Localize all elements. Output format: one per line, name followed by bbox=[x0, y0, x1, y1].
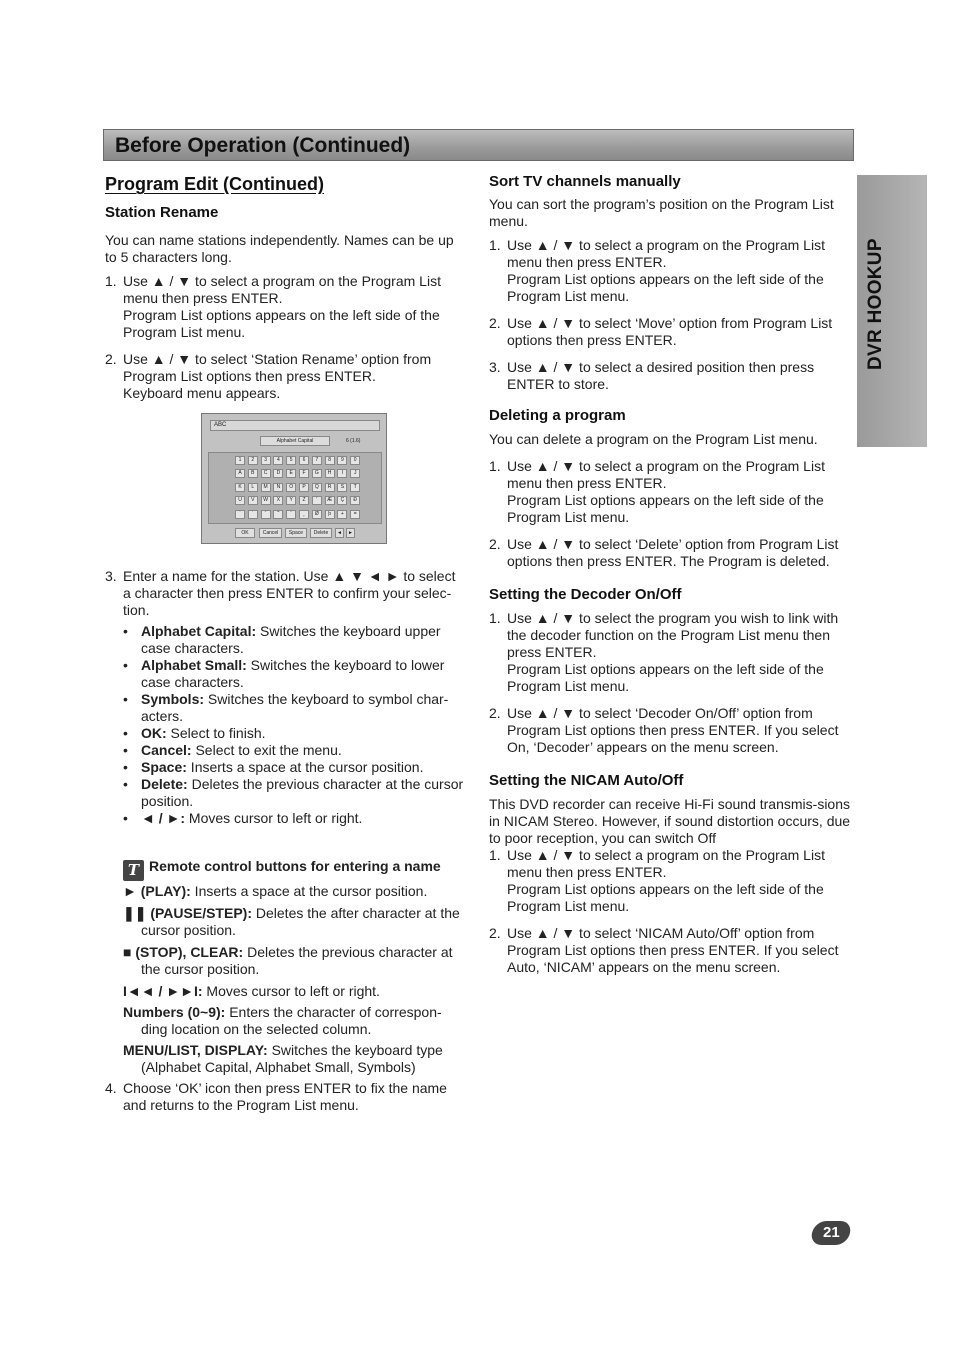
keyboard-grid bbox=[208, 452, 382, 524]
step-text: Use ▲ / ▼ to select ‘NICAM Auto/Off’ option from Program List options then press ENTER. If you select Auto, ‘NICAM’ appears on the menu screen. bbox=[507, 925, 839, 975]
keyboard-button[interactable]: Delete bbox=[310, 528, 332, 538]
step-text: Use ▲ / ▼ to select a program on the Program List menu then press ENTER. bbox=[507, 847, 825, 880]
step-number: 2. bbox=[489, 315, 501, 331]
keyboard-key[interactable]: U bbox=[235, 496, 245, 505]
keyboard-key[interactable]: W bbox=[261, 496, 271, 505]
page-title: Before Operation (Continued) bbox=[115, 134, 411, 157]
step-text: Program List options appears on the left side of the Program List menu. bbox=[507, 661, 824, 694]
option-label: ◄ / ►: bbox=[141, 810, 186, 826]
step-text: Use ▲ / ▼ to select a desired position then press ENTER to store. bbox=[507, 359, 815, 392]
note-icon: T bbox=[123, 860, 144, 881]
step-text: Choose ‘OK’ icon then press ENTER to fix the name and returns to the Program List menu. bbox=[123, 1080, 447, 1113]
option-label: Delete: bbox=[141, 776, 188, 792]
step-item bbox=[489, 610, 851, 695]
keyboard-key[interactable]: O bbox=[286, 483, 296, 492]
keyboard-key[interactable]: H bbox=[325, 469, 335, 478]
keyboard-key[interactable]: N bbox=[273, 483, 283, 492]
option-text: Switches the keyboard upper case characters. bbox=[141, 623, 441, 656]
keyboard-button[interactable]: ◄ bbox=[335, 528, 344, 538]
step-number: 1. bbox=[105, 273, 117, 289]
option-list bbox=[105, 623, 467, 827]
keyboard-key[interactable]: 9 bbox=[337, 456, 347, 465]
keyboard-key[interactable]: Ø bbox=[312, 510, 322, 519]
keyboard-key[interactable]: D bbox=[273, 469, 283, 478]
keyboard-button[interactable]: OK bbox=[235, 528, 255, 538]
keyboard-key[interactable]: L bbox=[248, 483, 258, 492]
keyboard-key[interactable]: X bbox=[273, 496, 283, 505]
step-text: Program List options appears on the left side of the Program List menu. bbox=[123, 307, 440, 340]
option-text: Deletes the previous character at the cursor position. bbox=[141, 776, 464, 809]
keyboard-key[interactable]: ˆ bbox=[261, 510, 271, 519]
keyboard-key[interactable]: J bbox=[350, 469, 360, 478]
step-text: Keyboard menu appears. bbox=[123, 385, 281, 401]
note-list bbox=[123, 883, 467, 1076]
keyboard-key[interactable]: ¨ bbox=[286, 510, 296, 519]
note-item bbox=[123, 983, 467, 1000]
sort-heading: Sort TV channels manually bbox=[489, 173, 681, 190]
step-item bbox=[489, 237, 851, 305]
option-text: Switches the keyboard to symbol char-acters. bbox=[141, 691, 449, 724]
step-number: 1. bbox=[489, 237, 501, 253]
keyboard-key[interactable]: I bbox=[337, 469, 347, 478]
step-text: Use ▲ / ▼ to select a program on the Program List menu then press ENTER. bbox=[507, 237, 825, 270]
keyboard-key[interactable]: ¸ bbox=[299, 510, 309, 519]
option-label: Alphabet Small: bbox=[141, 657, 247, 673]
step-number: 2. bbox=[489, 705, 501, 721]
option-text: Switches the keyboard to lower case characters. bbox=[141, 657, 445, 690]
station-rename-heading: Station Rename bbox=[105, 204, 219, 221]
keyboard-key[interactable]: T bbox=[350, 483, 360, 492]
right-column bbox=[489, 173, 851, 976]
step-text: Program List options appears on the left side of the Program List menu. bbox=[507, 271, 824, 304]
step-item bbox=[489, 458, 851, 526]
step-number: 3. bbox=[489, 359, 501, 375]
step-number: 2. bbox=[489, 925, 501, 941]
keyboard-key[interactable]: 4 bbox=[273, 456, 283, 465]
step-1 bbox=[105, 273, 467, 341]
page-number bbox=[809, 1221, 852, 1245]
note-heading: Remote control buttons for entering a name bbox=[149, 858, 441, 874]
step-text: Use ▲ / ▼ to select ‘Delete’ option from Program List options then press ENTER. The Program is deleted. bbox=[507, 536, 839, 569]
step-number: 2. bbox=[489, 536, 501, 552]
step-text: Use ▲ / ▼ to select the program you wish to link with the decoder function on the Program List menu then press ENTER. bbox=[507, 610, 839, 660]
keyboard-key[interactable]: 6 bbox=[299, 456, 309, 465]
keyboard-key[interactable]: 0 bbox=[350, 456, 360, 465]
sort-intro: You can sort the program’s position on the Program List menu. bbox=[489, 196, 834, 229]
decoder-heading: Setting the Decoder On/Off bbox=[489, 586, 682, 603]
keyboard-key[interactable]: Ç bbox=[337, 496, 347, 505]
page-number-text: 21 bbox=[822, 1224, 840, 1241]
note-item bbox=[123, 883, 467, 900]
keyboard-key[interactable]: A bbox=[235, 469, 245, 478]
keyboard-button[interactable]: ► bbox=[346, 528, 355, 538]
note-label: ► (PLAY): bbox=[123, 883, 191, 899]
option-item bbox=[105, 623, 467, 657]
note-text: Deletes the after character at the cursor position. bbox=[141, 905, 460, 938]
keyboard-key[interactable]: + bbox=[337, 510, 347, 519]
step-4 bbox=[105, 1080, 467, 1114]
keyboard-key[interactable]: K bbox=[235, 483, 245, 492]
step-number: 4. bbox=[105, 1080, 117, 1096]
step-item bbox=[489, 315, 851, 349]
keyboard-key[interactable]: R bbox=[325, 483, 335, 492]
option-label: Space: bbox=[141, 759, 187, 775]
keyboard-button[interactable]: Space bbox=[285, 528, 307, 538]
delete-intro: You can delete a program on the Program List menu. bbox=[489, 431, 818, 447]
remote-note bbox=[105, 858, 467, 1076]
step-number: 3. bbox=[105, 568, 117, 584]
step-text: Use ▲ / ▼ to select ‘Decoder On/Off’ option from Program List options then press ENTER. If you select On, ‘Decoder’ appears on the menu screen. bbox=[507, 705, 839, 755]
option-item bbox=[105, 657, 467, 691]
step-item bbox=[489, 536, 851, 570]
step-text: Program List options appears on the left side of the Program List menu. bbox=[507, 881, 824, 914]
keyboard-type-label: Alphabet Capital bbox=[276, 438, 314, 444]
note-item bbox=[123, 944, 467, 978]
note-label: Numbers (0~9): bbox=[123, 1004, 226, 1020]
keyboard-key[interactable]: Ð bbox=[350, 496, 360, 505]
left-column bbox=[105, 173, 467, 1114]
option-label: OK: bbox=[141, 725, 167, 741]
keyboard-key[interactable]: 3 bbox=[261, 456, 271, 465]
note-text: Enters the character of correspon-ding location on the selected column. bbox=[141, 1004, 442, 1037]
keyboard-menu bbox=[201, 413, 387, 544]
option-text: Select to exit the menu. bbox=[191, 742, 342, 758]
keyboard-count: 6 (1.6) bbox=[346, 438, 361, 444]
step-item bbox=[489, 847, 851, 915]
note-label: MENU/LIST, DISPLAY: bbox=[123, 1042, 268, 1058]
option-text: Moves cursor to left or right. bbox=[185, 810, 363, 826]
note-label: ❚❚ (PAUSE/STEP): bbox=[123, 905, 252, 921]
step-item bbox=[489, 705, 851, 756]
keyboard-key[interactable]: ˜ bbox=[273, 510, 283, 519]
step-text: Program List options appears on the left side of the Program List menu. bbox=[507, 492, 824, 525]
note-label: I◄◄ / ►►I: bbox=[123, 983, 203, 999]
note-text: Deletes the previous character at the cursor position. bbox=[141, 944, 453, 977]
keyboard-key[interactable]: V bbox=[248, 496, 258, 505]
keyboard-input-field[interactable]: ABC bbox=[210, 420, 380, 431]
keyboard-key[interactable]: = bbox=[350, 510, 360, 519]
option-label: Symbols: bbox=[141, 691, 205, 707]
option-item bbox=[105, 810, 467, 827]
keyboard-key[interactable]: 7 bbox=[312, 456, 322, 465]
keyboard-key[interactable]: B bbox=[248, 469, 258, 478]
keyboard-key[interactable]: Q bbox=[312, 483, 322, 492]
note-text: Switches the keyboard type (Alphabet Capital, Alphabet Small, Symbols) bbox=[141, 1042, 443, 1075]
keyboard-key[interactable]: P bbox=[299, 483, 309, 492]
note-item bbox=[123, 905, 467, 939]
step-number: 1. bbox=[489, 610, 501, 626]
step-text: Enter a name for the station. Use ▲ ▼ ◄ ► to select a character then press ENTER to confirm your selec-tion. bbox=[123, 568, 456, 618]
section-title: Program Edit (Continued) bbox=[105, 174, 324, 194]
option-label: Cancel: bbox=[141, 742, 192, 758]
keyboard-key[interactable]: C bbox=[261, 469, 271, 478]
note-text: Moves cursor to left or right. bbox=[202, 983, 380, 999]
nicam-intro: This DVD recorder can receive Hi-Fi sound transmis-sions in NICAM Stereo. However, if sound distortion occurs, due to poor reception, you can switch Off bbox=[489, 796, 851, 846]
option-item bbox=[105, 759, 467, 776]
keyboard-key[interactable]: þ bbox=[325, 510, 335, 519]
step-number: 2. bbox=[105, 351, 117, 367]
step-text: Use ▲ / ▼ to select ‘Move’ option from Program List options then press ENTER. bbox=[507, 315, 833, 348]
station-rename-intro: You can name stations independently. Names can be up to 5 characters long. bbox=[105, 232, 454, 265]
note-label: ■ (STOP), CLEAR: bbox=[123, 944, 244, 960]
keyboard-key[interactable]: 5 bbox=[286, 456, 296, 465]
option-item bbox=[105, 691, 467, 725]
keyboard-key[interactable]: Z bbox=[299, 496, 309, 505]
step-3 bbox=[105, 568, 467, 619]
note-text: Inserts a space at the cursor position. bbox=[190, 883, 428, 899]
header-bar bbox=[103, 129, 854, 161]
keyboard-key[interactable]: G bbox=[312, 469, 322, 478]
keyboard-key[interactable]: E bbox=[286, 469, 296, 478]
step-text: Use ▲ / ▼ to select a program on the Program List menu then press ENTER. bbox=[123, 273, 441, 306]
keyboard-key[interactable]: 2 bbox=[248, 456, 258, 465]
keyboard-button[interactable]: Cancel bbox=[259, 528, 282, 538]
option-text: Inserts a space at the cursor position. bbox=[186, 759, 424, 775]
side-tab bbox=[857, 175, 927, 447]
keyboard-key[interactable]: S bbox=[337, 483, 347, 492]
step-text: Use ▲ / ▼ to select ‘Station Rename’ option from Program List options then press ENTER. bbox=[123, 351, 432, 384]
delete-heading: Deleting a program bbox=[489, 407, 626, 424]
step-item bbox=[489, 359, 851, 393]
option-item bbox=[105, 742, 467, 759]
keyboard-key[interactable]: Æ bbox=[325, 496, 335, 505]
step-2 bbox=[105, 351, 467, 402]
step-number: 1. bbox=[489, 847, 501, 863]
option-item bbox=[105, 776, 467, 810]
option-label: Alphabet Capital: bbox=[141, 623, 257, 639]
keyboard-key[interactable]: Y bbox=[286, 496, 296, 505]
keyboard-key[interactable]: ` bbox=[235, 510, 245, 519]
keyboard-key[interactable]: 8 bbox=[325, 456, 335, 465]
keyboard-key[interactable]: 1 bbox=[235, 456, 245, 465]
keyboard-key[interactable]: ' bbox=[312, 496, 322, 505]
note-item bbox=[123, 1042, 467, 1076]
step-text: Use ▲ / ▼ to select a program on the Program List menu then press ENTER. bbox=[507, 458, 825, 491]
option-item bbox=[105, 725, 467, 742]
option-text: Select to finish. bbox=[166, 725, 266, 741]
keyboard-type-selector[interactable] bbox=[260, 436, 330, 446]
keyboard-key[interactable]: F bbox=[299, 469, 309, 478]
keyboard-key[interactable]: ´ bbox=[248, 510, 258, 519]
keyboard-key[interactable]: M bbox=[261, 483, 271, 492]
step-number: 1. bbox=[489, 458, 501, 474]
step-item bbox=[489, 925, 851, 976]
note-item bbox=[123, 1004, 467, 1038]
side-tab-label: DVR HOOKUP bbox=[865, 238, 886, 370]
nicam-heading: Setting the NICAM Auto/Off bbox=[489, 772, 684, 789]
